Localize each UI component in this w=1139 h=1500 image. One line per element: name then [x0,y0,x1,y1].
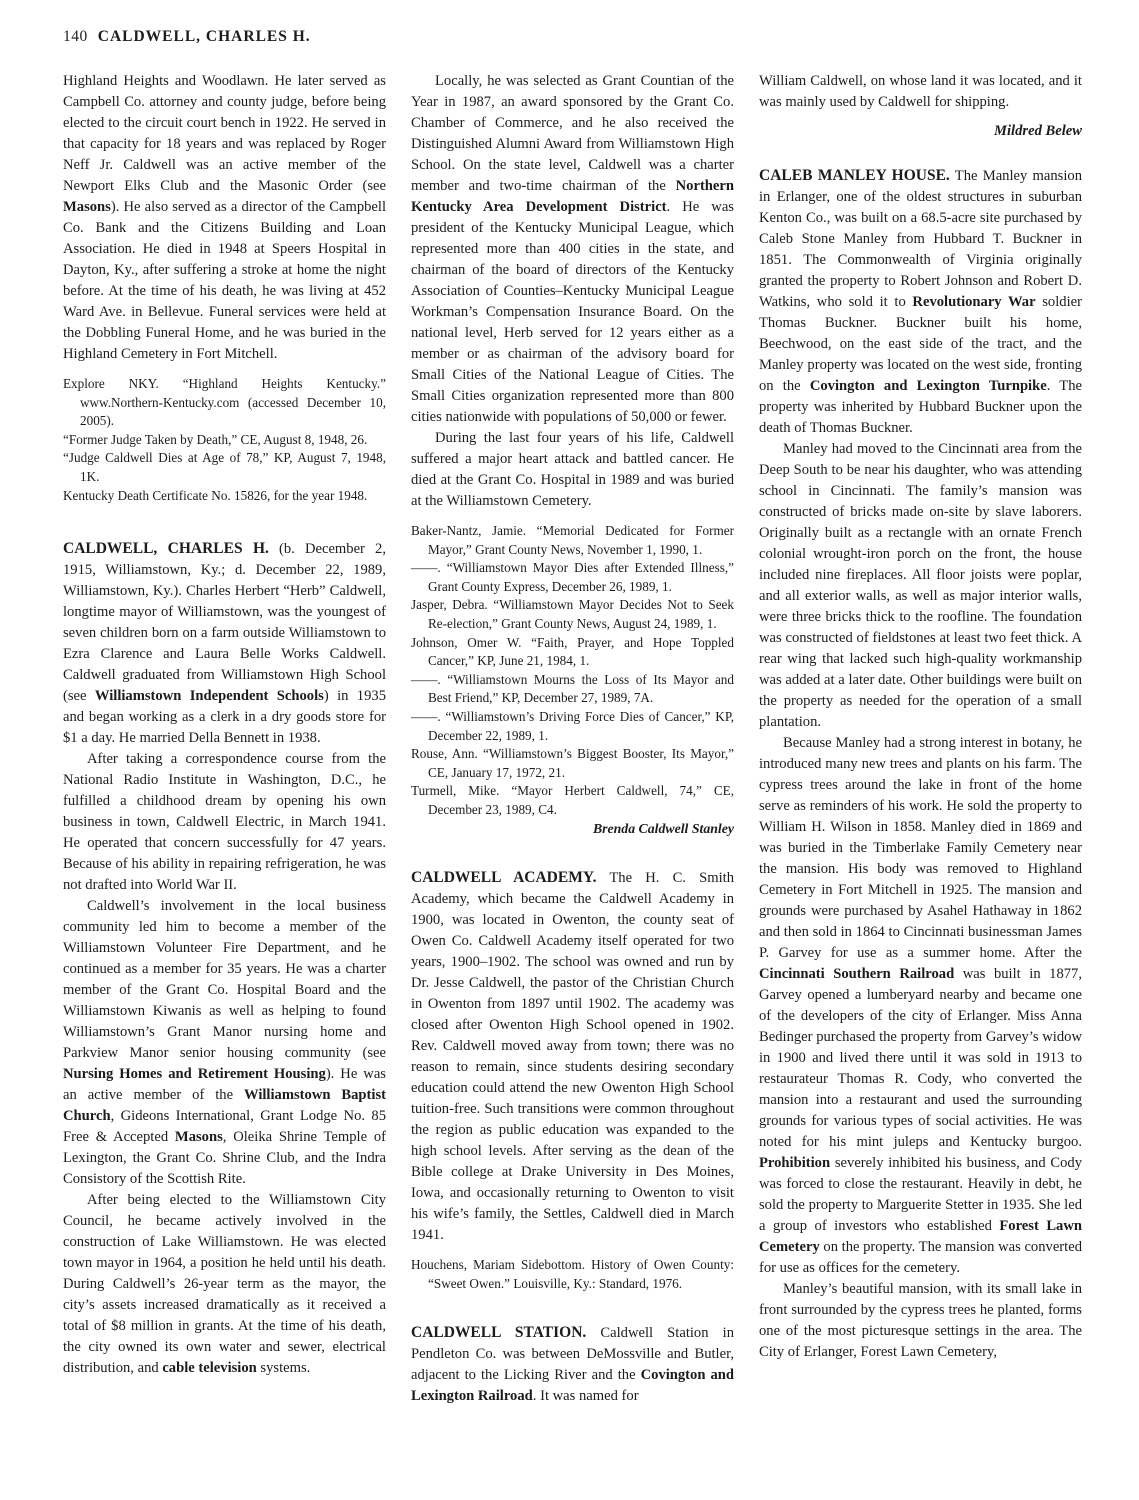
reference-list [411,1256,734,1293]
reference-list [411,522,734,838]
reference-item: “Former Judge Taken by Death,” CE, August 8, 1948, 26. [63,431,368,447]
cross-reference[interactable]: Revolutionary War [912,294,1036,310]
body-paragraph: Highland Heights and Woodlawn. He later served as Campbell Co. attorney and county judge, before being elected to the circuit court bench in 1922. He served in that capacity for 18 years and was replaced by Roger Neff Jr. Caldwell was an active member of the Newport Elks Club and the Masonic Order (see Masons). He also served as a director of the Campbell Co. Bank and the Citizens Building and Loan Association. He died in 1948 at Speers Hospital in Dayton, Ky., after suffering a stroke at home the night before. At the time of his death, he was living at 452 Ward Ave. in Bellevue. Funeral services were held at the Dobbling Funeral Home, and he was buried in the Highland Cemetery in Fort Mitchell. [63,73,386,362]
entry-title: CALDWELL ACADEMY. [411,869,597,887]
body-paragraph: William Caldwell, on whose land it was located, and it was mainly used by Caldwell for shipping. [759,73,1082,110]
page-number: 140 [63,28,88,45]
cross-reference[interactable]: Williamstown Baptist Church [63,1087,386,1125]
body-paragraph: Because Manley had a strong interest in botany, he introduced many new trees and plants on his farm. The cypress trees around the lake in front of the home serve as reminders of his work. He sold the property to William H. Wilson in 1858. Manley died in 1869 and was buried in the Timberlake Family Cemetery near the mansion. His body was removed to Highland Cemetery in Fort Mitchell in 1925. The mansion and grounds were purchased by Asahel Hathaway in 1862 and then sold in 1864 to Cincinnati businessman James P. Garvey for use as a summer home. After the Cincinnati Southern Railroad was built in 1877, Garvey opened a lumberyard nearby and became one of the developers of the city of Erlanger. Miss Anna Bedinger purchased the property from Garvey’s widow in 1900 and lived there until it was sold in 1913 to restaurateur Thomas R. Cody, who converted the mansion into a restaurant and used the surrounding grounds for various types of social activities. He was noted for his mint juleps and Kentucky burgoo. Prohibition severely inhibited his business, and Cody was forced to close the restaurant. Heavily in debt, he sold the property to Marguerite Stetter in 1935. She led a group of investors who established Forest Lawn Cemetery on the property. The mansion was converted for use as offices for the cemetery. [759,735,1083,1276]
cross-reference[interactable]: cable television [162,1360,257,1377]
reference-item: Explore NKY. “Highland Heights Kentucky.” www.Northern-Kentucky.com (accessed December 10, 2005). [63,376,386,429]
running-header [63,28,311,46]
cross-reference[interactable]: Forest Lawn Cemetery [759,1218,1083,1255]
author-signature: Brenda Caldwell Stanley [592,820,734,836]
body-paragraph: Locally, he was selected as Grant Countian of the Year in 1987, an award sponsored by the Grant Co. Chamber of Commerce, and he also received the Distinguished Alumni Award from Williamstown High School. On the state level, Caldwell was a charter member and two-time chairman of the Northern Kentucky Area Development District. He was president of the Kentucky Municipal League, which represented more than 400 cities in the state, and chairman of the board of directors of the Kentucky Association of Counties–Kentucky Municipal League Workman’s Compensation Insurance Board. On the national level, Herb served for 12 years either as a member or as chairman of the advisory board for Small Cities of the National League of Cities. The Small Cities organization represented more than 800 cities nationwide with populations of 50,000 or fewer. [411,73,734,425]
entry-title: CALDWELL, CHARLES H. [63,540,269,558]
entry-title: CALDWELL STATION. [411,1324,587,1342]
reference-item: Johnson, Omer W. “Faith, Prayer, and Hope Toppled Cancer,” KP, June 21, 1984, 1. [411,634,734,669]
body-paragraph: Caldwell’s involvement in the local business community led him to become a member of the Williamstown Volunteer Fire Department, and he continued as a member for 35 years. He was a charter member of the Grant Co. Hospital Board and the Williamstown Kiwanis as well as helping to found Williamstown’s Grant Manor nursing home and Parkview Manor senior housing community (see Nursing Homes and Retirement Housing). He was an active member of the Williamstown Baptist Church, Gideons International, Grant Lodge No. 85 Free & Accepted Masons, Oleika Shrine Temple of Lexington, the Grant Co. Shrine Club, and the Indra Consistory of the Scottish Rite. [63,898,386,1188]
cross-reference[interactable]: Northern Kentucky Area Development District [411,178,734,215]
cross-reference[interactable]: Nursing Homes and Retirement Housing [63,1066,326,1083]
body-paragraph: Manley had moved to the Cincinnati area from the Deep South to be near his daughter, who was attending school in Cincinnati. The family’s mansion was constructed of bricks made on-site by slave laborers. Originally built as a rectangle with an ornate French colonial wrought-iron porch on the front, the house included nine fireplaces. All floor joists were poplar, and all exterior walls, as well as major interior walls, were three bricks thick to the roofline. The foundation was constructed of fieldstones at least two feet thick. A rear wing that lacked such high-quality workmanship was added at a later date. Other buildings were built on the property as needed for the operation of a small plantation. [759,441,1082,730]
cross-reference[interactable]: Cincinnati Southern Railroad [759,966,955,982]
reference-item: ——. “Williamstown’s Driving Force Dies of Cancer,” KP, December 22, 1989, 1. [411,708,734,743]
reference-item: Rouse, Ann. “Williamstown’s Biggest Booster, Its Mayor,” CE, January 17, 1972, 21. [411,746,734,780]
reference-item: Houchens, Mariam Sidebottom. History of Owen County: “Sweet Owen.” Louisville, Ky.: Standard, 1976. [411,1257,734,1291]
reference-item: “Judge Caldwell Dies at Age of 78,” KP, August 7, 1948, 1K. [63,450,386,484]
reference-item: Turmell, Mike. “Mayor Herbert Caldwell, 74,” CE, December 23, 1989, C4. [411,783,734,817]
reference-item: ——. “Williamstown Mayor Dies after Extended Illness,” Grant County Express, December 26, 1989, 1. [411,560,734,594]
column-1: Highland Heights and Woodlawn. He later served as Campbell Co. attorney and county judge, before being elected to the circuit court bench in 1922. He served in that capacity for 18 years and was replaced by Roger Neff Jr. Caldwell was an active member of the Newport Elks Club and the Masonic Order (see Masons). He also served as a director of the Campbell Co. Bank and the Citizens Building and Loan Association. He died in 1948 at Speers Hospital in Dayton, Ky., after suffering a stroke at home the night before. At the time of his death, he was living at 452 Ward Ave. in Bellevue. Funeral services were held at the Dobbling Funeral Home, and he was buried in the Highland Cemetery in Fort Mitchell. Explore NKY. “Highland Heights Kentucky.” www.Northern-Kentucky.com (accessed December 10, 2005). “Former Judge Taken by Death,” CE, August 8, 1948, 26. “Judge Caldwell Dies at Age of 78,” KP, August 7, 1948, 1K. Kentucky Death Certificate No. 15826, for the year 1948. CALDWELL, CHARLES H. (b. December 2, 1915, Williamstown, Ky.; d. December 22, 1989, Williamstown, Ky.). Charles Herbert “Herb” Caldwell, longtime mayor of Williamstown, was the youngest of seven children born on a farm outside Williamstown to Ezra Clarence and Laura Belle Works Caldwell. Caldwell graduated from Williamstown High School (see Williamstown Independent Schools) in 1935 and began working as a clerk in a dry goods store for $1 a day. He married Della Bennett in 1938. After taking a correspondence course from the National Radio Institute in Washington, D.C., he fulfilled a childhood dream by opening his own business in town, Caldwell Electric, in March 1941. He operated that concern successfully for 47 years. Because of his ability in repairing refrigeration, he was not drafted into World War II. Caldwell’s involvement in the local business community led him to become a member of the Williamstown Volunteer Fire Department, and he continued as a member for 35 years. He was a charter member of the Grant Co. Hospital Board and the Williamstown Kiwanis as well as helping to found Williamstown’s Grant Manor nursing home and Parkview Manor senior housing community (see Nursing Homes and Retirement Housing). He was an active member of the Williamstown Baptist Church, Gideons International, Grant Lodge No. 85 Free & Accepted Masons, Oleika Shrine Temple of Lexington, the Grant Co. Shrine Club, and the Indra Consistory of the Scottish Rite. After being elected to the Williamstown City Council, he became actively involved in the construction of Lake Williamstown. He was elected town mayor in 1964, a position he held until his death. During Caldwell’s 26-year term as the mayor, the city’s assets increased dramatically as it received a total of $8 million in grants. At the time of his death, the city owned its own water and sewer, electrical distribution, and cable television systems. [63,71,386,1379]
cross-reference[interactable]: Prohibition [759,1155,831,1171]
cross-reference[interactable]: Masons [63,199,111,215]
entry-title: CALEB MANLEY HOUSE. [759,167,950,184]
reference-list [63,375,386,505]
cross-reference[interactable]: Williamstown Independent Schools [94,688,324,705]
reference-item: Jasper, Debra. “Williamstown Mayor Decides Not to Seek Re-election,” Grant County News, August 24, 1989, 1. [411,597,734,631]
reference-item: Baker-Nantz, Jamie. “Memorial Dedicated for Former Mayor,” Grant County News, November 1, 1990, 1. [411,523,734,557]
author-signature: Mildred Belew [994,123,1082,139]
column-2: Locally, he was selected as Grant Countian of the Year in 1987, an award sponsored by the Grant Co. Chamber of Commerce, and he also received the Distinguished Alumni Award from Williamstown High School. On the state level, Caldwell was a charter member and two-time chairman of the Northern Kentucky Area Development District. He was president of the Kentucky Municipal League, which represented more than 400 cities in the state, and chairman of the board of directors of the Kentucky Association of Counties–Kentucky Municipal League Workman’s Compensation Insurance Board. On the national level, Herb served for 12 years either as a member or as chairman of the advisory board for Small Cities of the National League of Cities. The Small Cities organization represented more than 800 cities nationwide with populations of 50,000 or fewer. During the last four years of his life, Caldwell suffered a major heart attack and battled cancer. He died at the Grant Co. Hospital in 1989 and was buried at the Williamstown Cemetery. Baker-Nantz, Jamie. “Memorial Dedicated for Former Mayor,” Grant County News, November 1, 1990, 1. ——. “Williamstown Mayor Dies after Extended Illness,” Grant County Express, December 26, 1989, 1. Jasper, Debra. “Williamstown Mayor Decides Not to Seek Re-election,” Grant County News, August 24, 1989, 1. Johnson, Omer W. “Faith, Prayer, and Hope Toppled Cancer,” KP, June 21, 1984, 1. ——. “Williamstown Mourns the Loss of Its Mayor and Best Friend,” KP, December 27, 1989, 7A. ——. “Williamstown’s Driving Force Dies of Cancer,” KP, December 22, 1989, 1. Rouse, Ann. “Williamstown’s Biggest Booster, Its Mayor,” CE, January 17, 1972, 21. Turmell, Mike. “Mayor Herbert Caldwell, 74,” CE, December 23, 1989, C4. Brenda Caldwell Stanley CALDWELL ACADEMY. The H. C. Smith Academy, which became the Caldwell Academy in 1900, was located in Owenton, the county seat of Owen Co. Caldwell Academy itself operated for two years, 1900–1902. The school was owned and run by Dr. Jesse Caldwell, the pastor of the Christian Church in Owenton from 1897 until 1902. The academy was closed after Owenton High School opened in 1902. Rev. Caldwell moved away from town; there was no reason to remain, since students desiring secondary education could attend the new Owenton High School tuition-free. Such transitions were common throughout the region as public education was expanded to the high school levels. After serving as the dean of the Bible college at Drake University in Des Moines, Iowa, and occasionally returning to Owenton to visit his wife’s family, the Settles, Caldwell died in March 1941. Houchens, Mariam Sidebottom. History of Owen County: “Sweet Owen.” Louisville, Ky.: Standard, 1976. CALDWELL STATION. Caldwell Station in Pendleton Co. was between DeMossville and Butler, adjacent to the Licking River and the Covington and Lexington Railroad. It was named for [411,73,734,1405]
running-head-title: CALDWELL, CHARLES H. [97,28,311,45]
body-paragraph: After taking a correspondence course from the National Radio Institute in Washington, D.C., he fulfilled a childhood dream by opening his own business in town, Caldwell Electric, in March 1941. He operated that concern successfully for 47 years. Because of his ability in repairing refrigeration, he was not drafted into World War II. [63,751,386,894]
body-paragraph: After being elected to the Williamstown City Council, he became actively involved in the construction of Lake Williamstown. He was elected town mayor in 1964, a position he held until his death. During Caldwell’s 26-year term as the mayor, the city’s assets increased dramatically as it received a total of $8 million in grants. At the time of his death, the city owned its own water and sewer, electrical distribution, and cable television systems. [63,1192,386,1377]
cross-reference[interactable]: Covington and Lexington Railroad [411,1367,734,1405]
reference-item: ——. “Williamstown Mourns the Loss of Its Mayor and Best Friend,” KP, December 27, 1989, 7A. [411,671,734,706]
body-paragraph: Manley’s beautiful mansion, with its small lake in front surrounded by the cypress trees he planted, forms one of the most picturesque settings in the area. The City of Erlanger, Forest Lawn Cemetery, [759,1281,1082,1360]
cross-reference[interactable]: Covington and Lexington Turnpike [809,378,1047,394]
reference-item: Kentucky Death Certificate No. 15826, for the year 1948. [63,487,368,503]
column-3: William Caldwell, on whose land it was located, and it was mainly used by Caldwell for shipping. Mildred Belew CALEB MANLEY HOUSE. The Manley mansion in Erlanger, one of the oldest structures in suburban Kenton Co., was built on a 68.5-acre site purchased by Caleb Stone Manley from Hubbard T. Buckner in 1851. The Commonwealth of Virginia originally granted the property to Robert Johnson and Robert D. Watkins, who sold it to Revolutionary War soldier Thomas Buckner. Buckner built his home, Beechwood, on the east side of the tract, and the Manley property was located on the west side, fronting on the Covington and Lexington Turnpike. The property was inherited by Hubbard Buckner upon the death of Thomas Buckner. Manley had moved to the Cincinnati area from the Deep South to be near his daughter, who was attending school in Cincinnati. The family’s mansion was constructed of bricks made on-site by slave laborers. Originally built as a rectangle with an ornate French colonial wrought-iron porch on the front, the house included nine fireplaces. All floor joists were poplar, and all exterior walls, as well as major interior walls, were three bricks thick to the roofline. The foundation was constructed of fieldstones at least two feet thick. A rear wing that lacked such high-quality workmanship was added at a later date. Other buildings were built on the property as needed for the operation of a small plantation. Because Manley had a strong interest in botany, he introduced many new trees and plants on his farm. The cypress trees around the lake in front of the home serve as reminders of his work. He sold the property to William H. Wilson in 1858. Manley died in 1869 and was buried in the Timberlake Family Cemetery near the mansion. His body was removed to Highland Cemetery in Fort Mitchell in 1925. The mansion and grounds were purchased by Asahel Hathaway in 1862 and then sold in 1864 to Cincinnati businessman James P. Garvey for use as a summer home. After the Cincinnati Southern Railroad was built in 1877, Garvey opened a lumberyard nearby and became one of the developers of the city of Erlanger. Miss Anna Bedinger purchased the property from Garvey’s widow in 1900 and lived there until it was sold in 1913 to restaurateur Thomas R. Cody, who converted the mansion into a restaurant and used the surrounding grounds for various types of social activities. He was noted for his mint juleps and Kentucky burgoo. Prohibition severely inhibited his business, and Cody was forced to close the restaurant. Heavily in debt, he sold the property to Marguerite Stetter in 1935. She led a group of investors who established Forest Lawn Cemetery on the property. The mansion was converted for use as offices for the cemetery. Manley’s beautiful mansion, with its small lake in front surrounded by the cypress trees he planted, forms one of the most picturesque settings in the area. The City of Erlanger, Forest Lawn Cemetery, [759,71,1082,1363]
cross-reference[interactable]: Masons [174,1129,223,1146]
body-paragraph: During the last four years of his life, Caldwell suffered a major heart attack and battled cancer. He died at the Grant Co. Hospital in 1989 and was buried at the Williamstown Cemetery. [411,430,734,509]
